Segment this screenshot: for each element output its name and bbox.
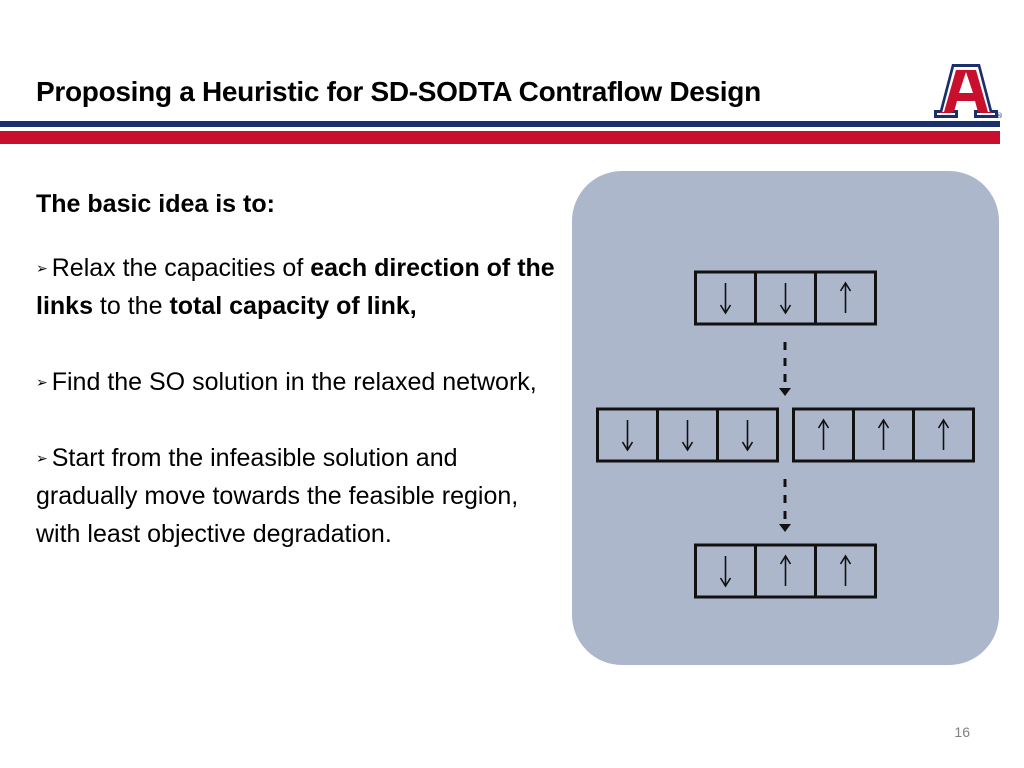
arrow-up-icon: [841, 283, 851, 313]
arrow-down-icon: [743, 420, 753, 450]
slide-title: Proposing a Heuristic for SD-SODTA Contraflow Design: [36, 76, 761, 107]
bullet-arrow-icon: ➢: [36, 260, 48, 276]
bullet-text-segment: Find the SO solution in the relaxed network,: [51, 368, 537, 396]
bullet-arrow-icon: ➢: [36, 450, 48, 466]
bullet-text-segment: total capacity of link,: [169, 292, 417, 320]
page-number: 16: [954, 724, 970, 740]
arrow-down-icon: [721, 283, 731, 313]
arrow-down-icon: [623, 420, 633, 450]
contraflow-diagram: [572, 171, 999, 665]
bullet-list: [36, 249, 556, 553]
university-logo-icon: [930, 58, 1002, 122]
diagram-panel: [572, 171, 999, 665]
transition-arrow-icon: [779, 479, 791, 532]
arrow-up-icon: [939, 420, 949, 450]
arrow-up-icon: [879, 420, 889, 450]
arrow-down-icon: [683, 420, 693, 450]
arrow-up-icon: [841, 556, 851, 586]
header-stripe-red: [0, 131, 1000, 144]
header-stripe-blue: [0, 121, 1000, 127]
arrow-down-icon: [721, 556, 731, 586]
registered-mark: ®: [996, 112, 1003, 120]
bullet-text-segment: each direction of the links: [36, 254, 555, 320]
arrow-up-icon: [819, 420, 829, 450]
bullet-item: [36, 439, 556, 553]
bullet-text-segment: to the: [92, 292, 170, 320]
slide-body: [36, 185, 556, 591]
bullet-arrow-icon: ➢: [36, 374, 48, 390]
bullet-item: [36, 363, 556, 401]
transition-arrow-icon: [779, 342, 791, 396]
arrow-down-icon: [781, 283, 791, 313]
arrow-up-icon: [781, 556, 791, 586]
bullet-item: [36, 249, 556, 325]
intro-text: The basic idea is to:: [36, 190, 275, 218]
bullet-text-segment: Start from the infeasible solution and gradually move towards the feasible region, with least objective degradation.: [36, 444, 519, 548]
bullet-text-segment: Relax the capacities of: [51, 254, 311, 282]
